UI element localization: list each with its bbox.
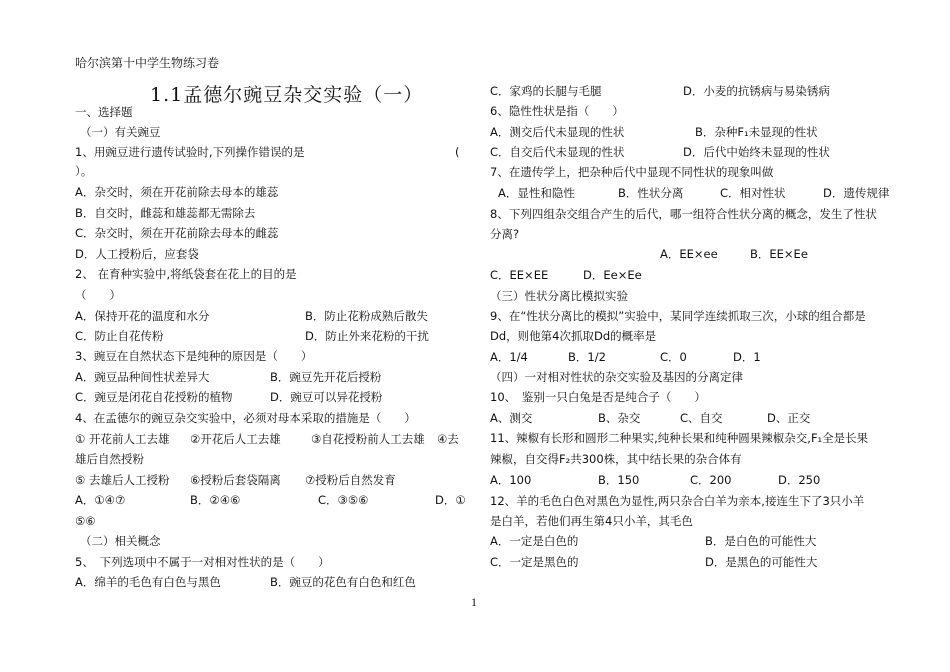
page-title: 1.1孟德尔豌豆杂交实验（一） <box>150 84 424 106</box>
question-text: 4、在孟德尔的豌豆杂交实验中，必须对母本采取的措施是（ ） <box>75 411 416 425</box>
choice-text: ④去 <box>437 432 459 446</box>
question-text: 7、在遗传学上，把杂种后代中显现不同性状的现象叫做 <box>490 165 774 179</box>
option-text: B．豌豆先开花后授粉 <box>270 370 382 384</box>
option-text: A．100 <box>490 473 532 487</box>
subsection-heading: （四）一对相对性状的杂交实验及基因的分离定律 <box>490 370 743 384</box>
option-text: C．家鸡的长腿与毛腿 <box>490 84 602 98</box>
choice-text: ②开花后人工去雄 <box>190 432 281 446</box>
option-text: C．防止自花传粉 <box>75 329 164 343</box>
option-text: C、自交 <box>680 411 723 425</box>
option-text: A．①④⑦ <box>75 493 126 507</box>
option-text: C．EE×EE <box>490 268 549 282</box>
page-number: 1 <box>471 595 477 609</box>
option-text: B．性状分离 <box>618 186 684 200</box>
option-text: C．豌豆是闭花自花授粉的植物 <box>75 390 233 404</box>
option-text: D．250 <box>778 473 821 487</box>
option-text: B．杂种F₁未显现的性状 <box>695 125 818 139</box>
question-text: 10、 鉴别一只白兔是否是纯合子（ ） <box>490 390 706 404</box>
option-text: C．③⑤⑥ <box>318 493 369 507</box>
option-text: B．1/2 <box>568 350 606 364</box>
option-text: C．自交后代未显现的性状 <box>490 145 625 159</box>
option-text: D．豌豆可以异花授粉 <box>270 390 383 404</box>
option-text: A、测交 <box>490 411 533 425</box>
option-text: D．防止外来花粉的干扰 <box>305 329 429 343</box>
option-text: C．200 <box>690 473 732 487</box>
choice-text: ③自花授粉前人工去雄 <box>311 432 425 446</box>
question-text: 是白羊，若他们再生第4只小羊，其毛色 <box>490 514 693 528</box>
option-text: C．0 <box>660 350 687 364</box>
option-text: D．Ee×Ee <box>583 268 642 282</box>
section-heading: 一、选择题 <box>75 105 133 119</box>
choice-text: ⑦授粉后自然发育 <box>305 473 396 487</box>
question-text: 2、 在育种实验中,将纸袋套在花上的目的是 <box>75 267 297 281</box>
option-text: D．是黑色的可能性大 <box>705 555 818 569</box>
question-text: Dd，则他第4次抓取Dd的概率是 <box>490 329 657 343</box>
option-text: ⑤⑥ <box>75 514 96 528</box>
option-text: A．绵羊的毛色有白色与黑色 <box>75 575 221 589</box>
option-text: C．相对性状 <box>720 186 786 200</box>
option-text: A．1/4 <box>490 350 528 364</box>
option-text: A．测交后代未显现的性状 <box>490 125 625 139</box>
option-text: A．杂交时，须在开花前除去母本的雄蕊 <box>75 185 279 199</box>
subsection-heading: （二）相关概念 <box>80 534 161 548</box>
subsection-heading: （三）性状分离比模拟实验 <box>490 289 628 303</box>
option-text: B．EE×Ee <box>750 247 808 261</box>
option-text: D．人工授粉后，应套袋 <box>75 247 199 261</box>
answer-paren: （ ） <box>75 288 121 302</box>
option-text: C．杂交时，须在开花前除去母本的雌蕊 <box>75 226 279 240</box>
option-text: A．EE×ee <box>660 247 718 261</box>
option-text: D．小麦的抗锈病与易染锈病 <box>683 84 830 98</box>
question-text: 5、 下列选项中不属于一对相对性状的是（ ） <box>75 555 330 569</box>
option-text: D、正交 <box>767 411 811 425</box>
option-text: A．豌豆品种间性状差异大 <box>75 370 210 384</box>
option-text: B．豌豆的花色有白色和红色 <box>270 575 416 589</box>
option-text: D．后代中始终未显现的性状 <box>683 145 830 159</box>
subsection-heading: （一）有关豌豆 <box>80 125 161 139</box>
choice-text: ⑤ 去雄后人工授粉 <box>75 473 170 487</box>
option-text: B．防止花粉成熟后散失 <box>305 309 428 323</box>
question-text: 8、下列四组杂交组合产生的后代，哪一组符合性状分离的概念，发生了性状 <box>490 207 877 221</box>
answer-paren: ( <box>455 145 460 159</box>
option-text: B、杂交 <box>598 411 641 425</box>
option-text: D．① <box>435 493 466 507</box>
choice-text: 雄后自然授粉 <box>75 452 144 466</box>
question-text: 1、用豌豆进行遗传试验时,下列操作错误的是 <box>75 145 305 159</box>
question-text: 11、辣椒有长形和圆形二种果实,纯种长果和纯种圆果辣椒杂交,F₁全是长果 <box>490 431 869 445</box>
choice-text: ① 开花前人工去雄 <box>75 432 170 446</box>
question-text: 3、豌豆在自然状态下是纯种的原因是（ ） <box>75 349 313 363</box>
option-text: A．一定是白色的 <box>490 534 579 548</box>
option-text: D．遗传规律 <box>823 186 890 200</box>
question-text: 9、在“性状分离比的模拟”实验中，某同学连续抓取三次，小球的组合都是 <box>490 309 866 323</box>
option-text: B．自交时，雌蕊和雄蕊都无需除去 <box>75 206 256 220</box>
choice-text: ⑥授粉后套袋隔离 <box>190 473 281 487</box>
question-text: 12、羊的毛色白色对黑色为显性,两只杂合白羊为亲本,接连生下了3只小羊 <box>490 494 865 508</box>
option-text: B．150 <box>598 473 640 487</box>
option-text: B．②④⑥ <box>190 493 241 507</box>
option-text: D．1 <box>733 350 761 364</box>
option-text: C．一定是黑色的 <box>490 555 579 569</box>
school-header: 哈尔滨第十中学生物练习卷 <box>75 56 220 70</box>
option-text: A．保持开花的温度和水分 <box>75 309 210 323</box>
question-text: 分离? <box>490 227 520 241</box>
option-text: A．显性和隐性 <box>498 186 575 200</box>
question-text: 辣椒，自交得F₂共300株，其中结长果的杂合体有 <box>490 452 742 466</box>
answer-paren: ）。 <box>75 164 93 178</box>
question-text: 6、隐性性状是指（ ） <box>490 104 624 118</box>
option-text: B．是白色的可能性大 <box>705 534 817 548</box>
